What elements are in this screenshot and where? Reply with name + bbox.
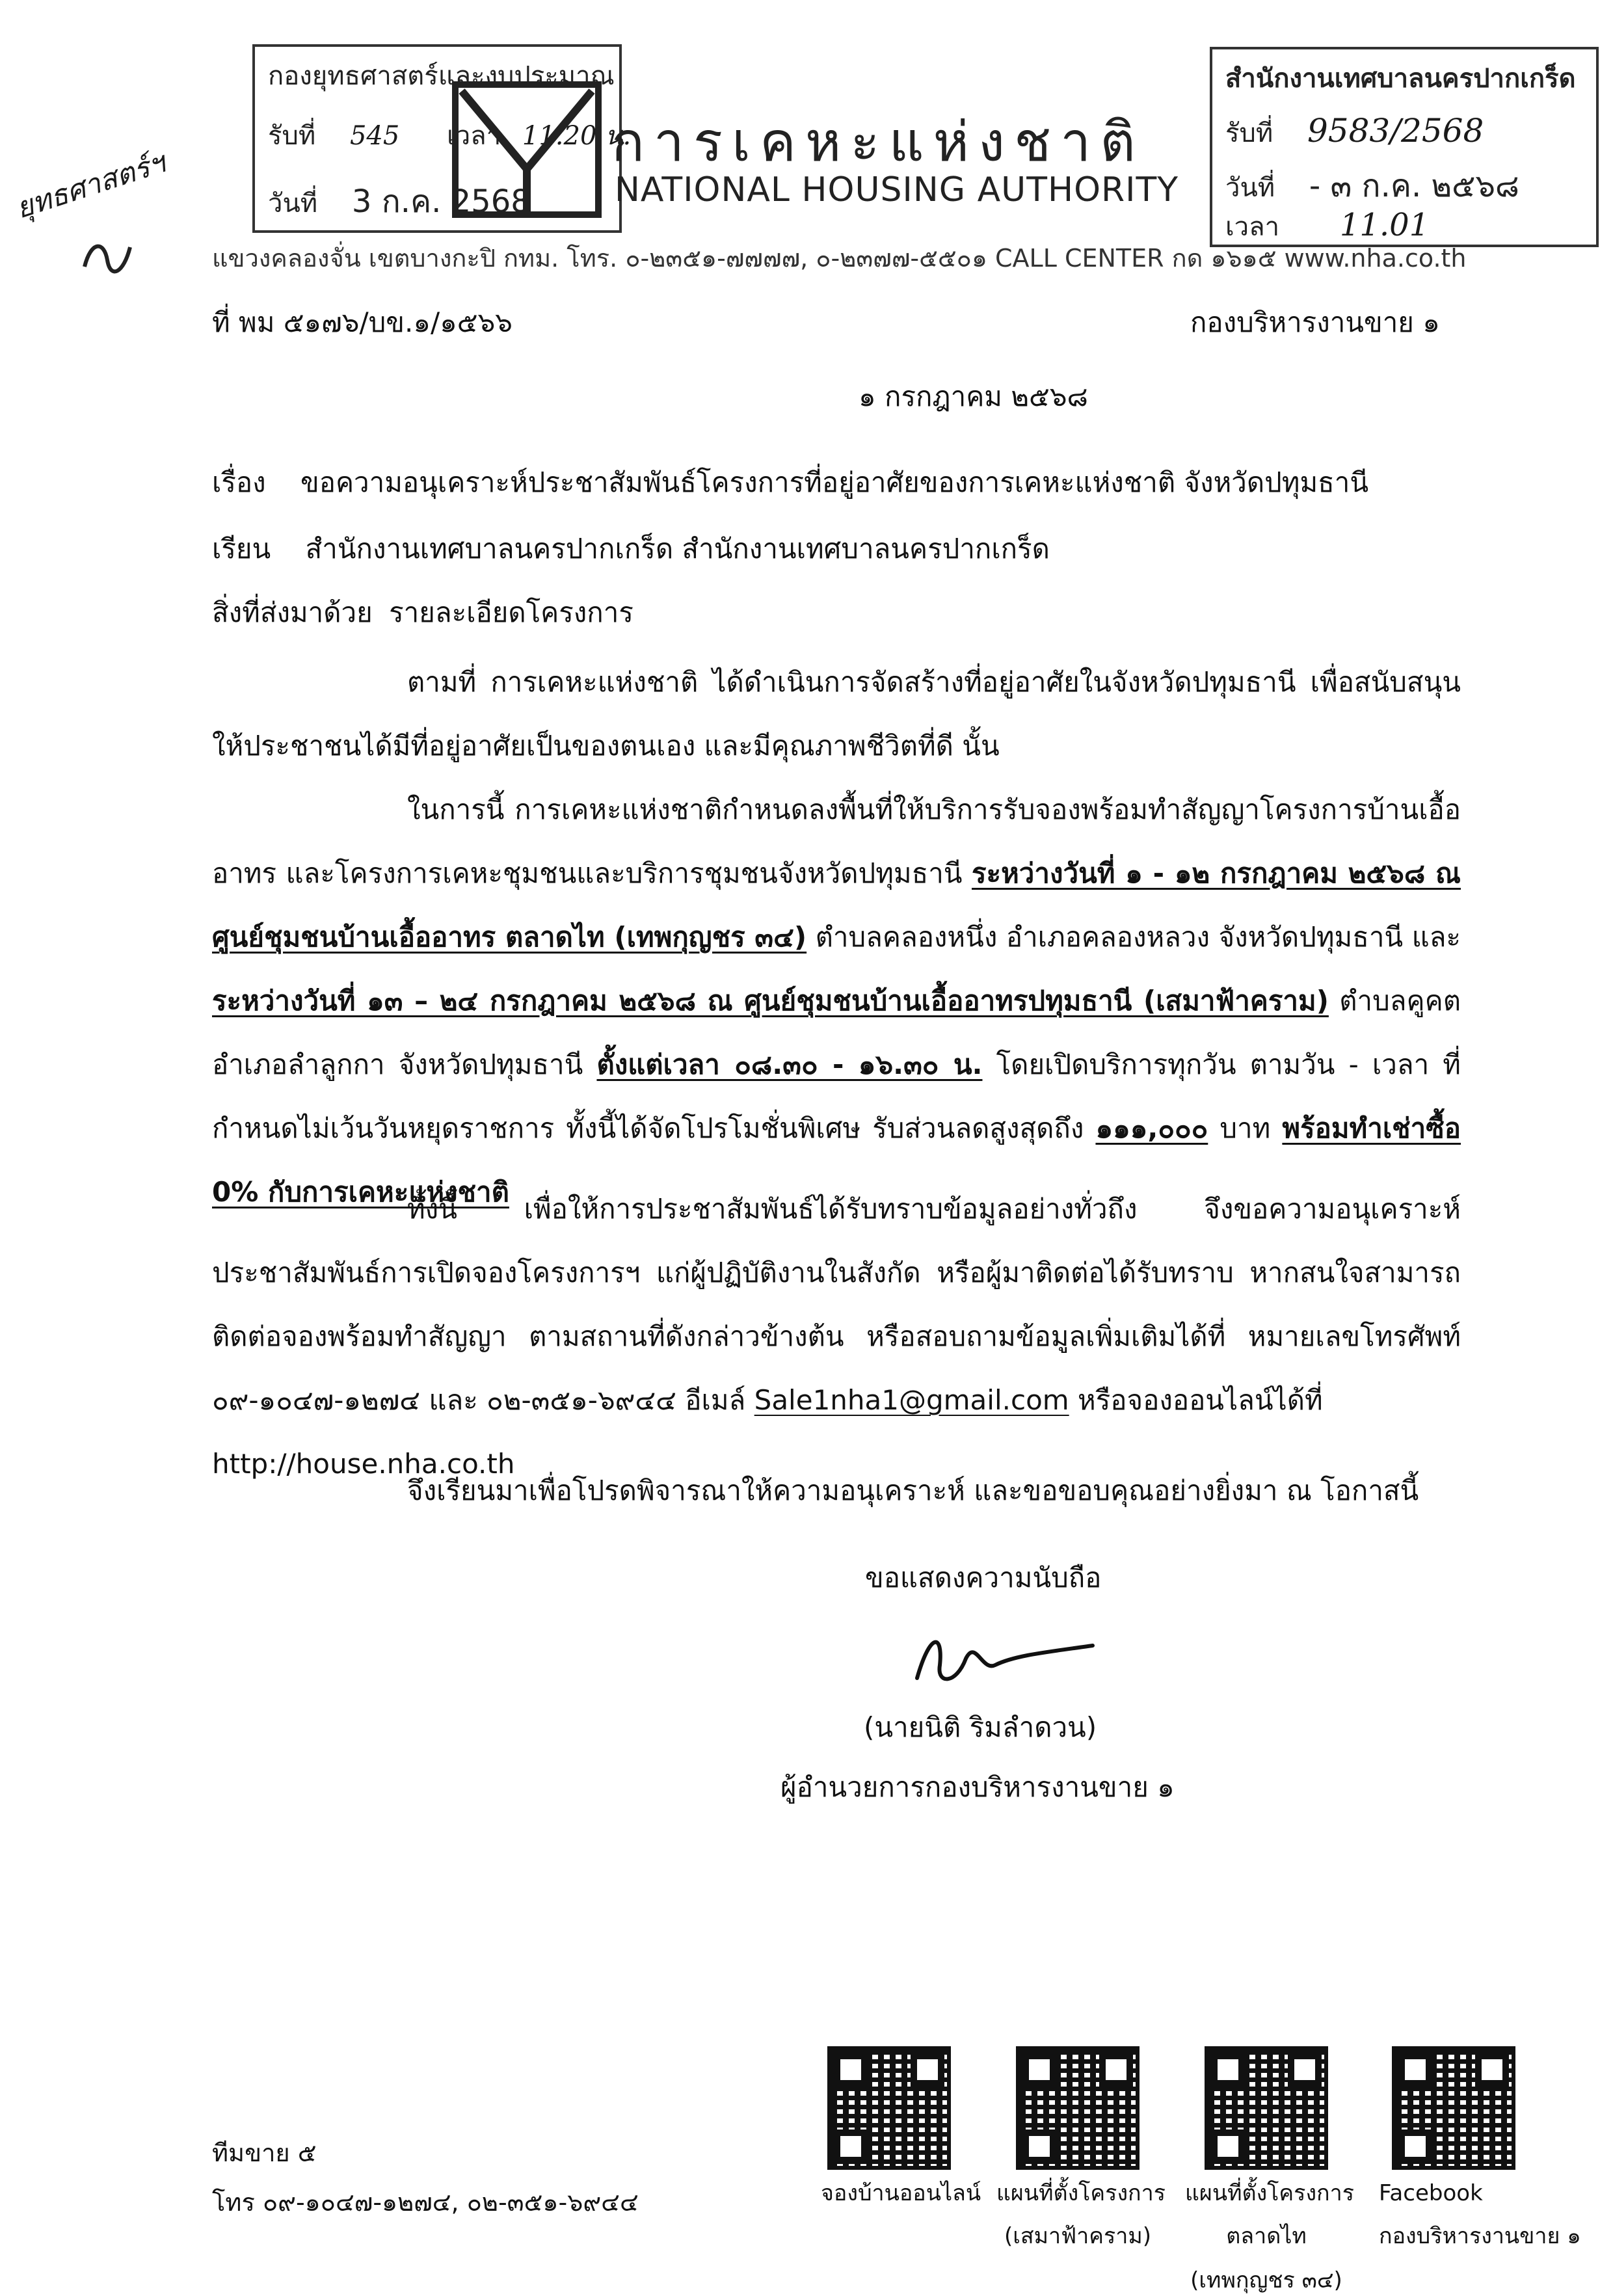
stamp-left-time: 11.20 น. — [522, 121, 632, 151]
letterhead-address: แขวงคลองจั่น เขตบางกะปิ กทม. โทร. ๐-๒๓๕๑-๗๗๗๗, ๐-๒๓๗๗-๕๕๐๑ CALL CENTER กด ๑๖๑๕ www.nha.co.th — [212, 244, 1467, 273]
margin-handwritten-note: ยุทธศาสตร์ฯ — [12, 146, 170, 226]
qr-label-sema-fah-kram: แผนที่ตั้งโครงการ (เสมาฟ้าคราม) — [996, 2180, 1166, 2249]
enclosure-text: รายละเอียดโครงการ — [389, 596, 633, 628]
discount-amount: ๑๑๑,๐๐๐ — [1095, 1112, 1208, 1144]
enclosure-row — [212, 593, 633, 632]
recipient-row — [212, 529, 1050, 568]
stamp-left-number: 545 — [349, 121, 400, 151]
footer-team: ทีมขาย ๕ — [212, 2139, 317, 2167]
stamp-left-time-label: เวลา — [447, 121, 501, 151]
letter-date: ๑ กรกฎาคม ๒๕๖๘ — [859, 380, 1088, 412]
qr-label-online-booking: จองบ้านออนไลน์ — [821, 2180, 981, 2206]
stamp-right-number-row — [1225, 112, 1484, 154]
service-text-5: บาท — [1208, 1112, 1283, 1144]
stamp-right-date: - ๓ ก.ค. ๒๕๖๘ — [1309, 168, 1519, 204]
enclosure-label: สิ่งที่ส่งมาด้วย — [212, 596, 373, 628]
closing-paragraph: จึงเรียนมาเพื่อโปรดพิจารณาให้ความอนุเคราะห์ และขอขอบคุณอย่างยิ่งมา ณ โอกาสนี้ — [407, 1475, 1419, 1506]
service-period-1: ระหว่างวันที่ ๑ - ๑๒ กรกฎาคม ๒๕๖๘ ณ ศูนย์ชุมชนบ้านเอื้ออาทร ตลาดไท (เทพกุญชร ๓๔) — [212, 857, 1461, 953]
qr-map-talad-thai[interactable] — [1205, 2046, 1328, 2170]
service-text-3: ตำบลคูคต อำเภอลำลูกกา จังหวัดปทุมธานี — [212, 985, 1461, 1080]
stamp-right-org: สำนักงานเทศบาลนครปากเกร็ด — [1225, 64, 1576, 94]
qr-online-booking[interactable] — [827, 2046, 951, 2170]
stamp-left-org: กองยุทธศาสตร์และงบประมาณ — [268, 61, 615, 91]
paragraph-background — [212, 650, 1461, 778]
nha-logo — [449, 78, 605, 221]
footer-team-phone: โทร ๐๙-๑๐๔๗-๑๒๗๔, ๐๒-๓๕๑-๖๙๔๔ — [212, 2188, 639, 2217]
letterhead-name-th: การเคหะแห่งชาติ — [611, 110, 1145, 174]
stamp-right-time: 11.01 — [1339, 207, 1430, 243]
qr-facebook[interactable] — [1392, 2046, 1515, 2170]
subject-text: ขอความอนุเคราะห์ประชาสัมพันธ์โครงการที่อยู่อาศัยของการเคหะแห่งชาติ จังหวัดปทุมธานี — [300, 466, 1369, 498]
subject-row — [212, 463, 1368, 502]
letterhead-name-en: NATIONAL HOUSING AUTHORITY — [615, 170, 1179, 209]
signer-name: (นายนิติ ริมลำดวน) — [864, 1711, 1097, 1743]
contact-email-link[interactable]: Sale1nha1@gmail.com — [754, 1384, 1069, 1416]
qr-label-facebook: Facebook กองบริหารงานขาย ๑ — [1379, 2180, 1581, 2249]
stamp-left-date: 3 ก.ค. 2568 — [351, 183, 531, 220]
qr-label-talad-thai: แผนที่ตั้งโครงการ ตลาดไท (เทพกุญชร ๓๔) — [1185, 2180, 1354, 2293]
stamp-right-number-label: รับที่ — [1225, 118, 1273, 148]
request-text-1: ทั้งนี้ เพื่อให้การประชาสัมพันธ์ได้รับทราบข้อมูลอย่างทั่วถึง จึงขอความอนุเคราะห์ประชาสัมพันธ์การเปิดจองโครงการฯ แก่ผู้ปฏิบัติงานในสังกัด หรือผู้มาติดต่อได้รับทราบ หากสนใจสามารถติดต่อจองพร้อมทำสัญญา ตามสถานที่ดังกล่าวข้างต้น หรือสอบถามข้อมูลเพิ่มเติมได้ที่ หมายเลขโทรศัพท์ ๐๙-๑๐๔๗-๑๒๗๔ และ ๐๒-๓๕๑-๖๙๔๔ อีเมล์ — [212, 1193, 1461, 1416]
signature — [904, 1620, 1099, 1698]
margin-handwritten-mark — [78, 234, 137, 280]
recipient-label: เรียน — [212, 533, 271, 565]
stamp-left-number-label: รับที่ — [268, 121, 316, 151]
signer-title: ผู้อำนวยการกองบริหารงานขาย ๑ — [780, 1771, 1175, 1803]
stamp-right-number: 9583/2568 — [1307, 112, 1484, 150]
stamp-left-date-label: วันที่ — [268, 189, 318, 219]
hire-purchase-offer: พร้อมทำเช่าซื้อ 0% กับการเคหะแห่งชาติ — [212, 1112, 1461, 1208]
booking-url-link[interactable]: http://house.nha.co.th — [212, 1448, 515, 1480]
closing-salutation: ขอแสดงความนับถือ — [865, 1562, 1102, 1594]
service-text-2: ตำบลคลองหนึ่ง อำเภอคลองหลวง จังหวัดปทุมธานี และ — [806, 921, 1461, 953]
service-hours: ตั้งแต่เวลา ๐๘.๓๐ - ๑๖.๓๐ น. — [596, 1048, 983, 1080]
service-period-2: ระหว่างวันที่ ๑๓ – ๒๔ กรกฎาคม ๒๕๖๘ ณ ศูนย์ชุมชนบ้านเอื้ออาทรปทุมธานี (เสมาฟ้าคราม) — [212, 985, 1329, 1017]
service-text-1: ในการนี้ การเคหะแห่งชาติกำหนดลงพื้นที่ให้บริการรับจองพร้อมทำสัญญาโครงการบ้านเอื้ออาทร และโครงการเคหะชุมชนและบริการชุมชนจังหวัดปทุมธานี — [212, 794, 1461, 889]
stamp-right-date-row — [1225, 161, 1519, 211]
paragraph-background-text: ตามที่ การเคหะแห่งชาติ ได้ดำเนินการจัดสร้างที่อยู่อาศัยในจังหวัดปทุมธานี เพื่อสนับสนุนให้ประชาชนได้มีที่อยู่อาศัยเป็นของตนเอง และมีคุณภาพชีวิตที่ดี นั้น — [212, 666, 1461, 762]
subject-label: เรื่อง — [212, 466, 266, 498]
stamp-right-date-label: วันที่ — [1225, 173, 1275, 203]
recipient-text: สำนักงานเทศบาลนครปากเกร็ด สำนักงานเทศบาลนครปากเกร็ด — [305, 533, 1050, 565]
paragraph-request — [212, 1177, 1461, 1496]
paragraph-service-details — [212, 778, 1461, 1224]
document-number: ที่ พม ๕๑๗๖/บข.๑/๑๕๖๖ — [212, 306, 513, 338]
stamp-right-time-label: เวลา — [1225, 212, 1280, 242]
qr-map-sema-fah-kram[interactable] — [1016, 2046, 1140, 2170]
service-text-4: โดยเปิดบริการทุกวัน ตามวัน - เวลา ที่กำหนดไม่เว้นวันหยุดราชการ ทั้งนี้ได้จัดโปรโมชั่นพิเศษ รับส่วนลดสูงสุดถึง — [212, 1048, 1461, 1144]
request-text-2: หรือจองออนไลน์ได้ที่ — [1069, 1384, 1323, 1416]
received-stamp-right — [1210, 47, 1599, 247]
issuing-department: กองบริหารงานขาย ๑ — [1190, 306, 1440, 338]
